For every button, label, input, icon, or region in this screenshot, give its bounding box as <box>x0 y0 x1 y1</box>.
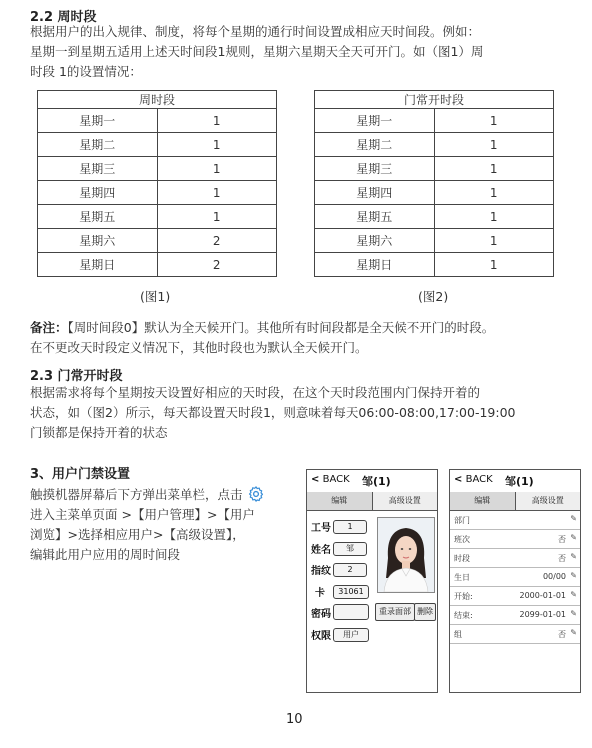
door-open-period-table <box>314 90 554 277</box>
chevron-left-icon: < <box>311 474 320 485</box>
table-row <box>38 133 277 157</box>
re-enroll-face-button[interactable]: 重录面部 <box>375 603 415 621</box>
user-advanced-settings-screen <box>449 469 581 693</box>
permission-label: 权限 <box>311 631 331 642</box>
settings-row-label: 组 <box>454 630 462 639</box>
table-header: 周时段 <box>38 91 277 109</box>
password-field[interactable] <box>333 604 369 620</box>
delete-button[interactable]: 删除 <box>414 603 436 621</box>
paragraph-line: 门锁都是保持开着的状态 <box>30 425 168 440</box>
page-number: 10 <box>286 712 303 727</box>
day-cell: 星期二 <box>38 133 158 157</box>
section-heading-door-open: 2.3 门常开时段 <box>30 369 123 384</box>
paragraph-line: 进入主菜单页面 >【用户管理】>【用户 <box>30 507 255 522</box>
portrait-image <box>378 518 434 592</box>
period-cell: 2 <box>157 229 277 253</box>
table-row <box>38 229 277 253</box>
note-label: 备注： <box>30 320 68 335</box>
day-cell: 星期四 <box>315 181 435 205</box>
id-label: 工号 <box>311 523 331 534</box>
settings-row-value: 2000-01-01 <box>519 591 566 600</box>
day-cell: 星期一 <box>38 109 158 133</box>
table-header: 门常开时段 <box>315 91 554 109</box>
tab-edit[interactable]: 编辑 <box>307 492 373 510</box>
paragraph-line: 根据用户的出入规律、制度，将每个星期的通行时间设置成相应天时间段。例如： <box>30 24 481 39</box>
paragraph-line: 星期一到星期五适用上述天时间段1规则，星期六星期天全天可开门。如（图1）周 <box>30 44 484 59</box>
edit-pencil-icon[interactable]: ✎ <box>570 552 577 561</box>
period-cell: 1 <box>157 157 277 181</box>
day-cell: 星期四 <box>38 181 158 205</box>
tab-bar <box>450 492 580 511</box>
settings-row[interactable] <box>450 530 580 549</box>
section-heading-week-period: 2.2 周时段 <box>30 10 97 25</box>
table-row <box>315 229 554 253</box>
paragraph-line: 浏览】>选择相应用户>【高级设置】， <box>30 527 245 542</box>
section-paragraph <box>30 383 516 443</box>
gear-icon <box>247 485 265 503</box>
settings-row-value: 2099-01-01 <box>519 610 566 619</box>
period-cell: 1 <box>157 205 277 229</box>
permission-field[interactable]: 用户 <box>333 628 369 642</box>
settings-row-label: 部门 <box>454 516 470 525</box>
period-cell: 1 <box>157 109 277 133</box>
day-cell: 星期一 <box>315 109 435 133</box>
tab-advanced-settings[interactable]: 高级设置 <box>516 492 581 510</box>
day-cell: 星期六 <box>38 229 158 253</box>
period-cell: 1 <box>434 253 554 277</box>
table-row <box>38 205 277 229</box>
paragraph-line: 时段 1的设置情况： <box>30 64 142 79</box>
table-row <box>38 157 277 181</box>
edit-pencil-icon[interactable]: ✎ <box>570 609 577 618</box>
figure-caption-2: (图2) <box>418 289 449 304</box>
password-label: 密码 <box>311 609 331 620</box>
paragraph-line: 触摸机器屏幕后下方弹出菜单栏，点击 <box>30 487 243 502</box>
note-text: 【周时间段0】默认为全天候开门。其他所有时间段都是全天候不开门的时段。 <box>67 320 495 335</box>
user-edit-screen <box>306 469 438 693</box>
tab-edit[interactable]: 编辑 <box>450 492 516 510</box>
screen-title: 邹(1) <box>505 475 534 488</box>
note-text: 在不更改天时段定义情况下，其他时段也为默认全天候开门。 <box>30 340 368 355</box>
table-row <box>38 109 277 133</box>
paragraph-line: 根据需求将每个星期按天设置好相应的天时段，在这个天时段范围内门保持开着的 <box>30 385 481 400</box>
period-cell: 1 <box>434 205 554 229</box>
period-cell: 1 <box>157 133 277 157</box>
id-field[interactable]: 1 <box>333 520 367 534</box>
settings-row-value: 否 <box>558 554 566 563</box>
settings-row-label: 生日 <box>454 573 470 582</box>
name-label: 姓名 <box>311 545 331 556</box>
period-cell: 1 <box>434 229 554 253</box>
edit-pencil-icon[interactable]: ✎ <box>570 533 577 542</box>
settings-row-label: 班次 <box>454 535 470 544</box>
paragraph-line: 编辑此用户应用的周时间段 <box>30 547 181 562</box>
settings-row[interactable] <box>450 587 580 606</box>
week-period-table <box>37 90 277 277</box>
day-cell: 星期二 <box>315 133 435 157</box>
settings-row-label: 时段 <box>454 554 470 563</box>
table-row <box>315 109 554 133</box>
section-paragraph <box>30 22 483 82</box>
user-photo <box>377 517 435 593</box>
edit-pencil-icon[interactable]: ✎ <box>570 571 577 580</box>
day-cell: 星期三 <box>315 157 435 181</box>
section-heading-user-access: 3、用户门禁设置 <box>30 467 131 482</box>
settings-row-label: 结束: <box>454 611 473 620</box>
card-label: 卡 <box>315 588 325 599</box>
note-block <box>30 318 494 358</box>
section-paragraph <box>30 485 300 565</box>
table-row <box>38 253 277 277</box>
tab-bar <box>307 492 437 511</box>
tab-advanced-settings[interactable]: 高级设置 <box>373 492 438 510</box>
settings-row[interactable] <box>450 549 580 568</box>
period-cell: 1 <box>157 181 277 205</box>
screen-title: 邹(1) <box>362 475 391 488</box>
edit-pencil-icon[interactable]: ✎ <box>570 514 577 523</box>
fingerprint-label: 指纹 <box>311 566 331 577</box>
period-cell: 1 <box>434 157 554 181</box>
period-cell: 1 <box>434 133 554 157</box>
settings-row-value: 否 <box>558 630 566 639</box>
figure-caption-1: (图1) <box>140 289 171 304</box>
settings-row-value: 否 <box>558 535 566 544</box>
back-button[interactable]: < BACK <box>454 474 493 485</box>
settings-row[interactable] <box>450 625 580 644</box>
card-field[interactable]: 31061 <box>333 585 369 599</box>
settings-row-value: 00/00 <box>542 572 566 581</box>
day-cell: 星期日 <box>38 253 158 277</box>
table-row <box>315 133 554 157</box>
screen-header <box>307 470 437 493</box>
table-row <box>315 205 554 229</box>
period-cell: 1 <box>434 181 554 205</box>
settings-row[interactable] <box>450 568 580 587</box>
settings-row[interactable] <box>450 606 580 625</box>
edit-pencil-icon[interactable]: ✎ <box>570 590 577 599</box>
edit-pencil-icon[interactable]: ✎ <box>570 628 577 637</box>
period-cell: 1 <box>434 109 554 133</box>
table-row <box>315 157 554 181</box>
day-cell: 星期五 <box>38 205 158 229</box>
table-row <box>315 253 554 277</box>
settings-row-label: 开始: <box>454 592 473 601</box>
day-cell: 星期六 <box>315 229 435 253</box>
day-cell: 星期五 <box>315 205 435 229</box>
table-row <box>315 181 554 205</box>
chevron-left-icon: < <box>454 474 463 485</box>
back-button[interactable]: < BACK <box>311 474 350 485</box>
screen-header <box>450 470 580 493</box>
name-field[interactable]: 邹 <box>333 542 367 556</box>
day-cell: 星期三 <box>38 157 158 181</box>
table-row <box>38 181 277 205</box>
fingerprint-field[interactable]: 2 <box>333 563 367 577</box>
day-cell: 星期日 <box>315 253 435 277</box>
settings-row[interactable] <box>450 511 580 530</box>
paragraph-line: 状态，如（图2）所示，每天都设置天时段1，则意味着每天06:00-08:00,17:00-19:00 <box>30 405 516 420</box>
period-cell: 2 <box>157 253 277 277</box>
